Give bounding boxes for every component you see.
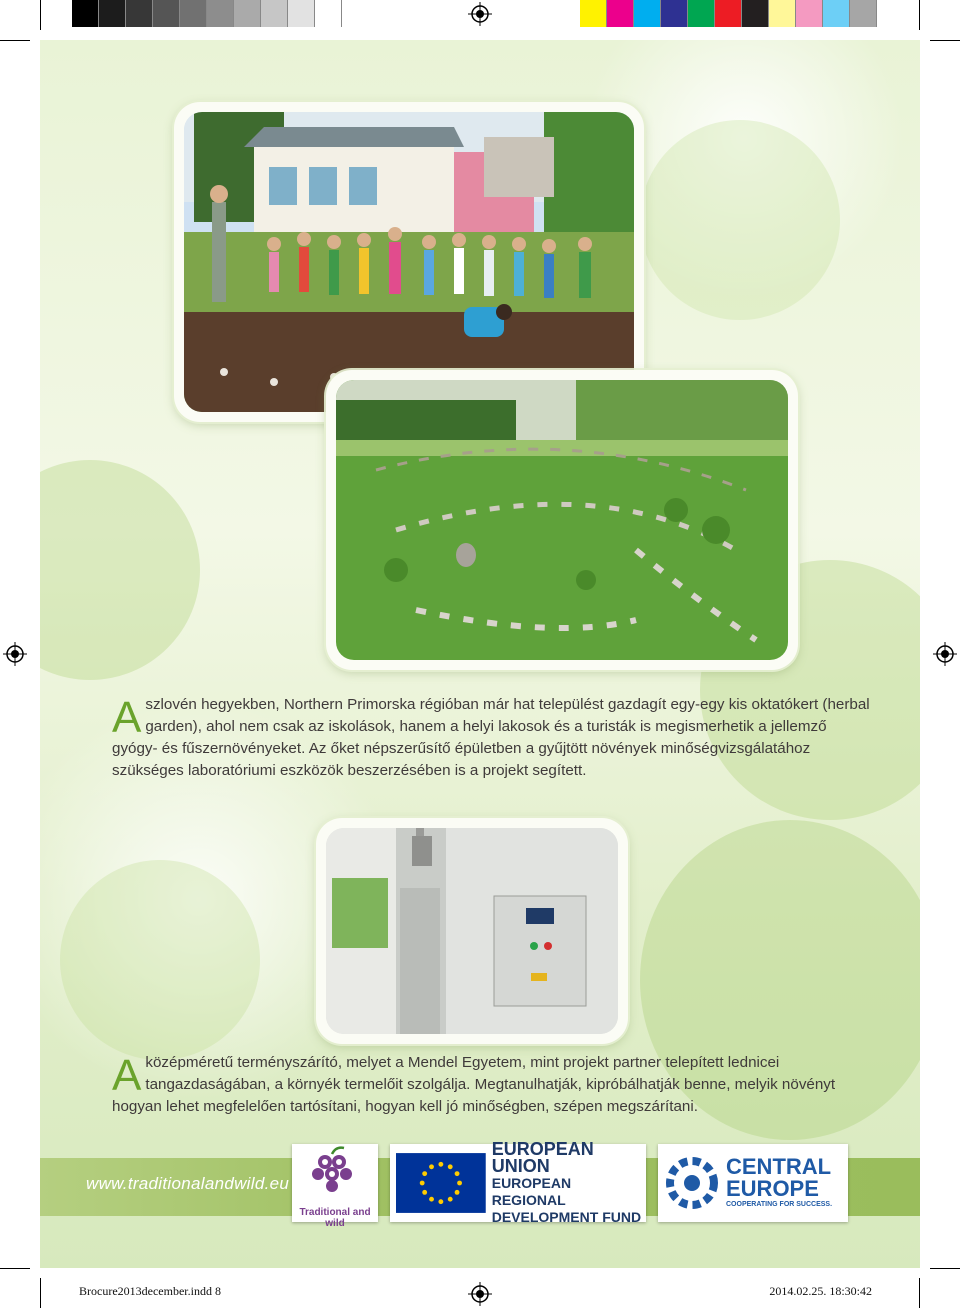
eu-star bbox=[448, 1164, 453, 1169]
paragraph-text: középméretű terményszárító, melyet a Mendel Egyetem, mint projekt partner telepített lednicei tangazdaságában, a környék termelőit szolgálja. Megtanulhatják, kipróbálhatják benne, melyik növényt hogyan lehet megfelelően tartósítani, hogyan kell jó minőségben, szépen megszárítani. bbox=[112, 1054, 836, 1115]
herb-garden-photo bbox=[326, 370, 798, 670]
eu-flag-icon bbox=[396, 1151, 486, 1215]
color-swatch bbox=[99, 0, 126, 27]
central-europe-logo bbox=[658, 1144, 848, 1222]
color-swatch bbox=[796, 0, 823, 27]
crop-mark-br-h bbox=[930, 1268, 960, 1269]
paragraph-crop-dryer bbox=[112, 1052, 872, 1118]
eu-star bbox=[455, 1190, 460, 1195]
eu-star bbox=[448, 1197, 453, 1202]
ce-tagline: COOPERATING FOR SUCCESS. bbox=[726, 1201, 833, 1208]
clover-decoration bbox=[640, 120, 840, 320]
color-swatch bbox=[634, 0, 661, 27]
eu-star bbox=[455, 1171, 460, 1176]
herb-garden-illustration bbox=[336, 380, 788, 660]
crop-mark-bl-h bbox=[0, 1268, 30, 1269]
clover-decoration bbox=[40, 460, 200, 680]
registration-mark-top bbox=[468, 2, 492, 26]
color-swatch bbox=[850, 0, 877, 27]
crop-mark-tr-h bbox=[930, 40, 960, 41]
eu-star bbox=[429, 1164, 434, 1169]
eu-line-2: EUROPEAN REGIONAL bbox=[491, 1174, 572, 1208]
color-swatch bbox=[207, 0, 234, 27]
color-swatch bbox=[769, 0, 796, 27]
color-swatch bbox=[742, 0, 769, 27]
brochure-page bbox=[40, 40, 920, 1268]
color-swatch bbox=[180, 0, 207, 27]
dropcap-a: A bbox=[112, 693, 142, 742]
website-url[interactable]: www.traditionalandwild.eu bbox=[86, 1174, 290, 1193]
crop-mark-br-v bbox=[919, 1278, 920, 1308]
color-swatch bbox=[153, 0, 180, 27]
crop-mark-tl-v bbox=[40, 0, 41, 30]
paragraph-text: szlovén hegyekben, Northern Primorska régióban már hat települést gazdagít egy-egy kis oktatókert (herbal garden), ahol nem csak az iskolások, hanem a helyi lakosok és a turisták is megismerhetik a jellemző gyógy- és fűszernövényeket. Az őket népszerűsítő épületben a gyűjtött növények minőségvizsgálatához szükséges laboratóriumi eszközök beszerzésében is a projekt segített. bbox=[112, 696, 870, 779]
slug-filename: Brocure2013december.indd 8 bbox=[79, 1284, 221, 1298]
color-swatch bbox=[607, 0, 634, 27]
eu-line-1: EUROPEAN UNION bbox=[491, 1138, 594, 1176]
crop-mark-tr-v bbox=[919, 0, 920, 30]
color-swatch bbox=[661, 0, 688, 27]
color-swatch bbox=[688, 0, 715, 27]
eu-text-block bbox=[491, 1138, 646, 1226]
registration-mark-left bbox=[3, 642, 27, 666]
color-swatch bbox=[315, 0, 342, 27]
crop-dryer-illustration bbox=[326, 828, 618, 1034]
color-swatch bbox=[126, 0, 153, 27]
eu-star bbox=[457, 1181, 462, 1186]
eu-star bbox=[420, 1181, 425, 1186]
central-europe-text-block bbox=[726, 1156, 832, 1210]
eu-star bbox=[438, 1162, 443, 1167]
european-union-logo bbox=[390, 1138, 646, 1225]
taw-logo-text: Traditional and wild bbox=[299, 1207, 371, 1229]
color-swatch bbox=[580, 0, 607, 27]
eu-line-3: DEVELOPMENT FUND bbox=[491, 1208, 642, 1225]
crop-mark-bl-v bbox=[40, 1278, 41, 1308]
color-swatch bbox=[288, 0, 315, 27]
registration-mark-right bbox=[933, 642, 957, 666]
process-color-bar bbox=[580, 0, 877, 27]
eu-star bbox=[422, 1171, 427, 1176]
crop-mark-tl-h bbox=[0, 40, 30, 41]
traditional-and-wild-logo bbox=[292, 1144, 378, 1229]
dropcap-a: A bbox=[112, 1051, 142, 1100]
color-swatch bbox=[823, 0, 850, 27]
eu-star bbox=[422, 1190, 427, 1195]
gray-color-bar bbox=[72, 0, 342, 27]
color-swatch bbox=[72, 0, 99, 27]
slug-datetime: 2014.02.25. 18:30:42 bbox=[769, 1284, 872, 1298]
eu-star bbox=[429, 1197, 434, 1202]
ce-line-1: CENTRAL bbox=[726, 1154, 832, 1179]
clover-decoration bbox=[60, 860, 260, 1060]
grape-icon bbox=[292, 1144, 378, 1202]
color-swatch bbox=[234, 0, 261, 27]
color-swatch bbox=[261, 0, 288, 27]
eu-star bbox=[438, 1199, 443, 1204]
ce-line-2: EUROPE bbox=[726, 1176, 819, 1201]
central-europe-emblem-icon bbox=[662, 1153, 722, 1213]
registration-mark-bottom bbox=[468, 1282, 492, 1306]
color-swatch bbox=[715, 0, 742, 27]
children-garden-illustration bbox=[184, 112, 634, 412]
crop-dryer-photo bbox=[316, 818, 628, 1044]
paragraph-herbal-garden bbox=[112, 694, 872, 782]
